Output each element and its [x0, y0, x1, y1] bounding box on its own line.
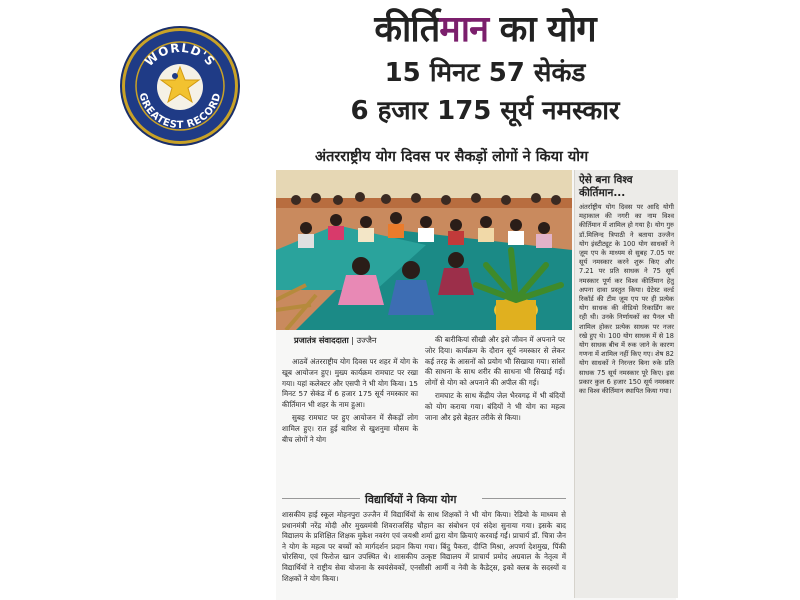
section2-body: शासकीय हाई स्कूल मोहनपुरा उज्जैन में विद्यार्थियों के साथ शिक्षकों ने भी योग किया। रेडियो के माध्यम से प्रधानमंत्री नरेंद्र मोदी और मुख्यमंत्री शिवराजसिंह चौहान का संबोधन एवं संदेश सुनाया गया। इसके बाद विद्यालय के प्रशिक्षित शिक्षक मुकेश नवरंग एवं जयश्री शर्मा द्वारा योग क्रियाएं करवाई गईं। प्राचार्य डॉ. चित्रा जैन ने योग के महत्व पर बच्चों को मार्गदर्शन प्रदान किया गया। बिंदु पैकरा, दीप्ति मिश्रा, अपर्णा देशमुख, पिंकी चोरसिया, एवं फिरोज खान उपस्थित थे। शासकीय उत्कृष्ट विद्यालय में प्राचार्य प्रमोद अग्रवाल के नेतृत्व में विद्यार्थियों ने राष्ट्रीय सेवा योजना के स्वयंसेवकों, एनसीसी आर्मी व नेवी के कैडेट्स, इको क्लब के सदस्यों व शिक्षकों ने योग किया। — [282, 510, 566, 583]
headline-title: कीर्तिमान का योग — [374, 9, 596, 50]
paragraph: सुबह रामघाट पर हुए आयोजन में सैकड़ों लोग शामिल हुए। रात हुई बारिश से खुशनुमा मौसम के बीच लोगों ने योग — [282, 412, 418, 444]
subheadline: अंतरराष्ट्रीय योग दिवस पर सैकड़ों लोगों ने किया योग — [315, 149, 589, 165]
byline: प्रजातंत्र संवाददाता | उज्जैन — [294, 335, 377, 345]
headline-time: 15 मिनट 57 सेकंड — [384, 58, 586, 88]
section-rule-right — [482, 498, 566, 499]
sidebar-record-box — [574, 170, 678, 598]
section-rule-left — [282, 498, 360, 499]
worlds-greatest-record-logo — [122, 28, 238, 144]
sidebar-title: ऐसे बना विश्व कीर्तिमान... — [579, 174, 633, 199]
byline-city: उज्जैन — [356, 335, 377, 345]
yoga-event-photo — [276, 170, 572, 330]
svg-text:WORLD'S: WORLD'S — [142, 40, 219, 70]
paragraph: रामघाट के साथ केंद्रीय जेल भैरवगढ़ में भी बंदियों को योग कराया गया। बंदियों ने भी योग का महत्व जाना और इसे बेहतर तरीके से किया। — [425, 390, 565, 422]
byline-name: प्रजातंत्र संवाददाता — [294, 335, 349, 345]
headline-block — [300, 8, 670, 128]
paragraph: की बारीकियां सीखी और इसे जीवन में अपनाने पर जोर दिया। कार्यक्रम के दौरान सूर्य नमस्कार से लेकर कई तरह के आसनों को प्रयोग भी सिखाया गया। सांसों की साधना के साथ शरीर की साधना भी सिखाई गई। लोगों से योग को अपनाने की अपील की गई। — [425, 335, 565, 388]
sidebar-body: अंतर्राष्ट्रीय योग दिवस पर आदि योगी महाकाल की नगरी का नाम विश्व कीर्तिमान में शामिल हो गया है। योग गुरु डॉ.मिलिन्द त्रिपाठी ने बताया उज्जैन योग इंस्टीट्यूट के 100 योग साधकों ने ज़ूम एप के माध्यम से सुबह 7.05 पर सूर्य नमस्कार करने शुरू किए और 7.21 पर प्रति साधक ने 75 सूर्य नमस्कार पूर्ण कर विश्व कीर्तिमान हेतु अपना दावा प्रस्तुत किया। ग्रेटेस्ट वर्ल्ड रिकॉर्ड की टीम ज़ूम एप पर ही प्रत्येक योग साधक की वीडियो रिकार्डिंग कर रही थी। उनके निर्णायकों का पैनल भी शामिल होकर प्रत्येक साधक पर नजर रखे हुए थे। 100 योग साधक में से 18 योग साधक बीच में रुक जाने के कारण गणना में शामिल नहीं किए गए। शेष 82 योग साधकों ने निरन्तर बिना रुके प्रति साधक 75 सूर्य नमस्कार पूरे किए। इस प्रकार कुल 6 हजार 150 सूर्य नमस्कार का विश्व कीर्तिमान स्थापित किया गया। — [579, 203, 674, 396]
section2-title: विद्यार्थियों ने किया योग — [365, 493, 457, 506]
svg-text:GREATEST RECORD: GREATEST RECORD — [136, 91, 224, 132]
article-column-1 — [282, 357, 418, 447]
logo-graphic — [125, 31, 235, 141]
paragraph: आठवें अंतरराष्ट्रीय योग दिवस पर शहर में योग के खूब आयोजन हुए। मुख्य कार्यक्रम रामघाट पर रखा गया। यहां कलेक्टर और एसपी ने भी योग किया। 15 मिनट 57 सेकंड में 6 हजार 175 सूर्य नमस्कार का कीर्तिमान भी शहर के नाम हुआ। — [282, 357, 418, 410]
headline-count: 6 हजार 175 सूर्य नमस्कार — [350, 96, 620, 126]
article-column-2 — [425, 335, 565, 425]
